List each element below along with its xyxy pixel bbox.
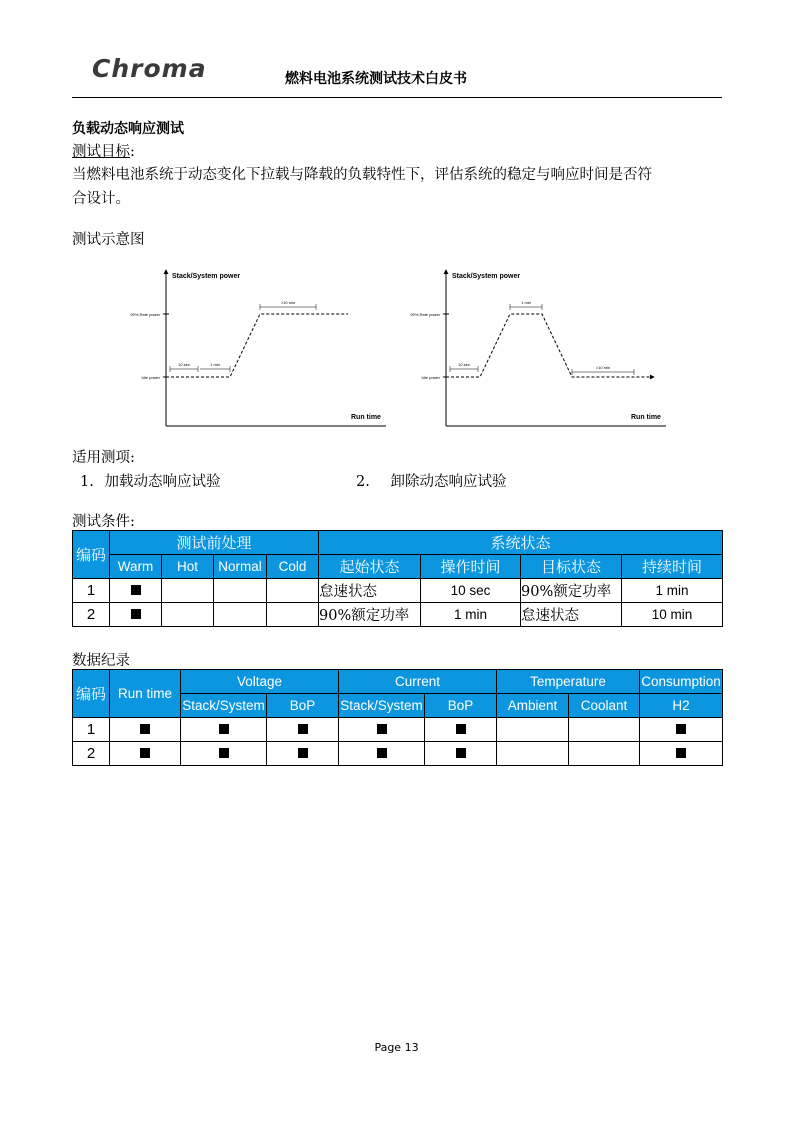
records-label: 数据纪录 [72, 653, 130, 669]
duration-cell: 10 min [622, 603, 723, 627]
check-mark [456, 748, 466, 758]
warm-header: Warm [110, 555, 162, 579]
applicable-label: 适用测项: [72, 450, 135, 466]
goal-label: 测试目标 [72, 144, 130, 160]
coolant-cell [569, 718, 640, 742]
operation-time-cell: 10 sec [421, 579, 521, 603]
voltage-bop-header: BoP [267, 694, 339, 718]
t1-label: 10 sec [178, 362, 190, 367]
check-mark [377, 724, 387, 734]
check-mark [140, 748, 150, 758]
diagram-label: 测试示意图 [72, 232, 145, 248]
id-header: 编码 [73, 670, 110, 718]
t2-label: 1 min [210, 362, 220, 367]
list-item-number: 2. [356, 474, 370, 490]
page-number: Page 13 [374, 1041, 419, 1054]
start-state-header: 起始状态 [319, 555, 421, 579]
check-mark [377, 748, 387, 758]
list-item-number: 1. [80, 474, 94, 490]
current-bop-cell [425, 718, 497, 742]
goal-text-line1: 当燃料电池系统于动态变化下拉载与降载的负载特性下，评估系统的稳定与响应时间是否符 [72, 167, 652, 183]
row-id: 1 [73, 579, 110, 603]
x-axis-title: Run time [631, 414, 661, 421]
voltage-stack-cell [181, 718, 267, 742]
current-stack-cell [339, 742, 425, 766]
ambient-cell [497, 718, 569, 742]
h2-header: H2 [640, 694, 723, 718]
check-mark [131, 609, 141, 619]
h2-cell [640, 742, 723, 766]
t2-label: 1 min [521, 300, 531, 305]
voltage-bop-cell [267, 718, 339, 742]
document-title: 燃料电池系统测试技术白皮书 [285, 71, 467, 87]
power-profile-line [166, 314, 348, 377]
cold-cell [267, 603, 319, 627]
goal-text-line2: 合设计。 [72, 191, 130, 207]
check-mark [456, 724, 466, 734]
check-mark [298, 748, 308, 758]
duration-cell: 1 min [622, 579, 723, 603]
current-bop-cell [425, 742, 497, 766]
list-item [80, 470, 220, 491]
coolant-header: Coolant [569, 694, 640, 718]
row-id: 2 [73, 742, 110, 766]
temperature-header: Temperature [497, 670, 640, 694]
start-state-cell: 90%额定功率 [319, 603, 421, 627]
check-mark [298, 724, 308, 734]
operation-time-header: 操作时间 [421, 555, 521, 579]
warm-cell [110, 603, 162, 627]
chroma-logo: Chroma [92, 54, 207, 83]
y-axis-title: Stack/System power [172, 273, 241, 280]
check-mark [140, 724, 150, 734]
warm-cell [110, 579, 162, 603]
run-time-header: Run time [110, 670, 181, 718]
consumption-header: Consumption [640, 670, 723, 694]
low-level-label: Idle power [141, 375, 160, 380]
table-row [73, 579, 723, 603]
run-time-cell [110, 742, 181, 766]
y-axis-title: Stack/System power [452, 273, 521, 280]
low-level-label: Idle power [421, 375, 440, 380]
list-item-text: 卸除动态响应试验 [390, 474, 507, 490]
high-level-label: 90% Rate power [130, 312, 160, 317]
id-header: 编码 [73, 531, 110, 579]
current-stack-cell [339, 718, 425, 742]
normal-cell [214, 603, 267, 627]
coolant-cell [569, 742, 640, 766]
goal-colon: : [130, 144, 135, 160]
conditions-label: 测试条件: [72, 514, 135, 530]
table-row [73, 742, 723, 766]
header-divider [72, 97, 722, 98]
list-item [356, 470, 506, 491]
operation-time-cell: 1 min [421, 603, 521, 627]
voltage-bop-cell [267, 742, 339, 766]
voltage-stack-header: Stack/System [181, 694, 267, 718]
target-state-header: 目标状态 [521, 555, 622, 579]
normal-header: Normal [214, 555, 267, 579]
normal-cell [214, 579, 267, 603]
ambient-header: Ambient [497, 694, 569, 718]
check-mark [131, 585, 141, 595]
power-profile-line [446, 314, 654, 377]
load-down-diagram [400, 262, 670, 432]
run-time-cell [110, 718, 181, 742]
target-state-cell: 怠速状态 [521, 603, 622, 627]
hot-cell [162, 603, 214, 627]
cold-header: Cold [267, 555, 319, 579]
table-row [73, 718, 723, 742]
check-mark [676, 724, 686, 734]
load-up-diagram [120, 262, 390, 432]
t3-label: >10 min [280, 300, 296, 305]
section-title: 负载动态响应测试 [72, 121, 184, 137]
goal-heading [72, 140, 135, 161]
check-mark [219, 724, 229, 734]
voltage-header: Voltage [181, 670, 339, 694]
current-bop-header: BoP [425, 694, 497, 718]
pre-treatment-header: 测试前处理 [110, 531, 319, 555]
target-state-cell: 90%额定功率 [521, 579, 622, 603]
t1-label: 10 sec [458, 362, 470, 367]
row-id: 1 [73, 718, 110, 742]
conditions-table [72, 530, 723, 627]
ambient-cell [497, 742, 569, 766]
system-state-header: 系统状态 [319, 531, 723, 555]
list-item-text: 加载动态响应试验 [104, 474, 221, 490]
h2-cell [640, 718, 723, 742]
current-stack-header: Stack/System [339, 694, 425, 718]
row-id: 2 [73, 603, 110, 627]
high-level-label: 90% Rate power [410, 312, 440, 317]
duration-header: 持续时间 [622, 555, 723, 579]
hot-header: Hot [162, 555, 214, 579]
check-mark [676, 748, 686, 758]
t3-label: >10 min [595, 365, 611, 370]
table-row [73, 603, 723, 627]
hot-cell [162, 579, 214, 603]
start-state-cell: 怠速状态 [319, 579, 421, 603]
records-table [72, 669, 723, 766]
cold-cell [267, 579, 319, 603]
check-mark [219, 748, 229, 758]
x-axis-title: Run time [351, 414, 381, 421]
current-header: Current [339, 670, 497, 694]
voltage-stack-cell [181, 742, 267, 766]
